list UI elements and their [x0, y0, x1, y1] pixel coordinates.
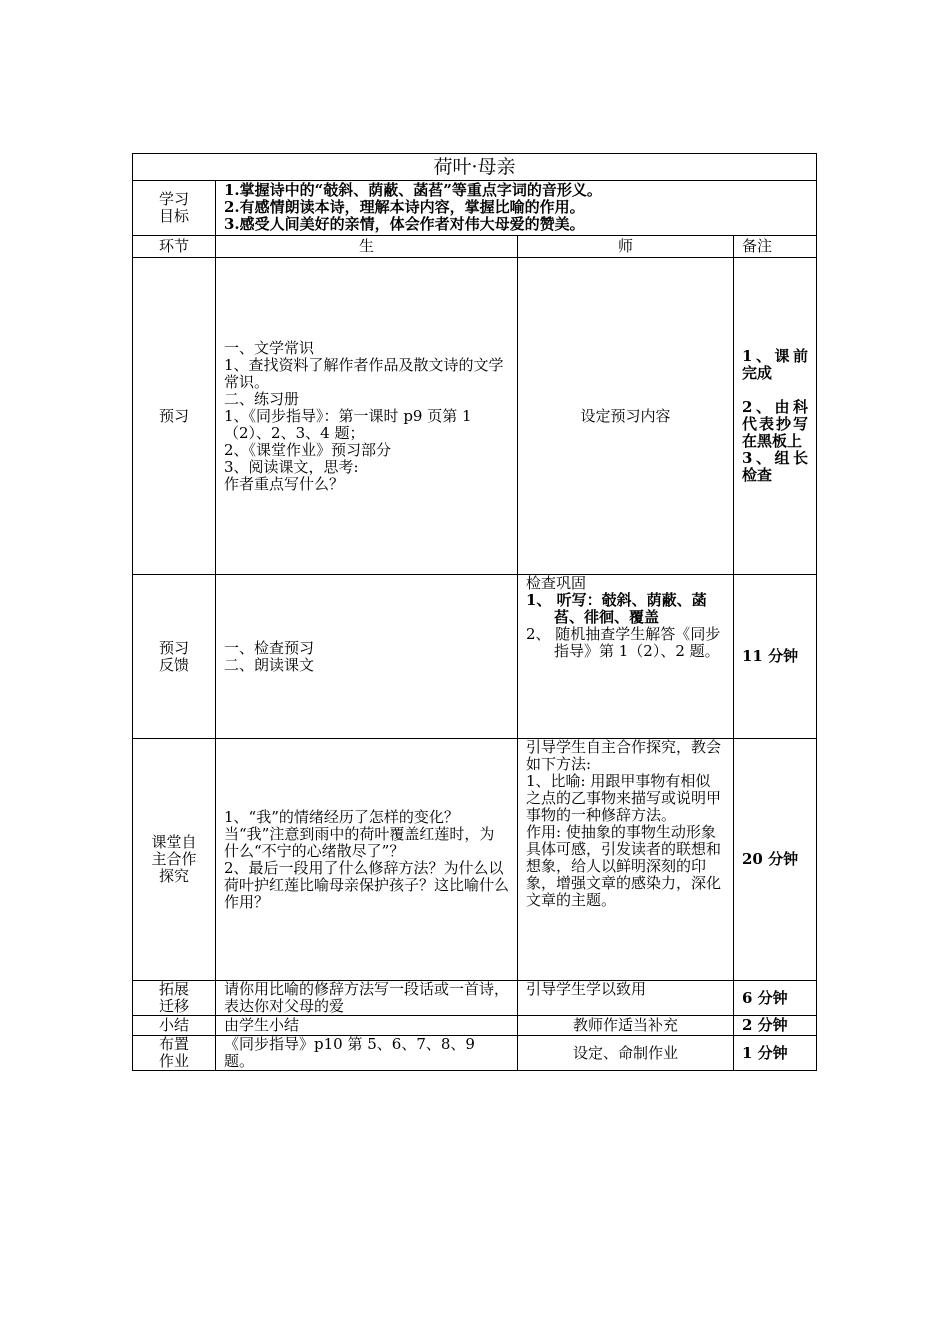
- extend-teacher: 引导学生学以致用: [518, 981, 734, 1016]
- explore-stage: 课堂自 主合作 探究: [133, 739, 216, 981]
- summary-teacher: 教师作适当补充: [518, 1016, 734, 1036]
- summary-note: 2 分钟: [734, 1016, 817, 1036]
- feedback-teacher-title: 检查巩固: [526, 574, 587, 592]
- explore-student: 1、“我”的情绪经历了怎样的变化？当“我”注意到雨中的荷叶覆盖红莲时，为什么“不宁的心绪散尽了”？ 2、最后一段用了什么修辞方法？为什么以荷叶护红莲比喻母亲保护孩子？这比喻什么作用？: [216, 739, 518, 981]
- header-stage: 环节: [133, 236, 216, 258]
- extend-note: 6 分钟: [734, 981, 817, 1016]
- feedback-teacher: [518, 575, 734, 739]
- preview-stage: 预习: [133, 258, 216, 575]
- goals-row: [133, 181, 817, 236]
- homework-student: 《同步指导》p10 第 5、6、7、8、9 题。: [216, 1036, 518, 1071]
- extend-row: [133, 981, 817, 1016]
- goal-item: 3.感受人间美好的亲情，体会作者对伟大母爱的赞美。: [224, 215, 585, 233]
- header-row: [133, 236, 817, 258]
- header-note: 备注: [734, 236, 817, 258]
- preview-note: 1、课前完成 2、由科代表抄写在黑板上 3、组长检查: [734, 258, 817, 575]
- feedback-row: [133, 575, 817, 739]
- preview-teacher: 设定预习内容: [518, 258, 734, 575]
- explore-teacher: 引导学生自主合作探究，教会如下方法: 1、比喻: 用跟甲事物有相似之点的乙事物来描写或说明甲事物的一种修辞方法。 作用: 使抽象的事物生动形象具体可感，引发读者的联想和想象，给人以鲜明深刻的印象，增强文章的感染力，深化文章的主题。: [518, 739, 734, 981]
- feedback-student: 一、检查预习 二、朗读课文: [216, 575, 518, 739]
- goals-list: [216, 181, 817, 236]
- header-student: 生: [216, 236, 518, 258]
- feedback-teacher-item: 2、 随机抽查学生解答《同步指导》第 1（2）、2 题。: [526, 625, 721, 660]
- page-title: 荷叶·母亲: [133, 154, 817, 181]
- header-teacher: 师: [518, 236, 734, 258]
- feedback-stage: 预习 反馈: [133, 575, 216, 739]
- goal-item: 2.有感情朗读本诗，理解本诗内容，掌握比喻的作用。: [224, 198, 585, 216]
- lesson-plan-table: [132, 153, 817, 1071]
- homework-stage: 布置 作业: [133, 1036, 216, 1071]
- preview-student: 一、文学常识 1、查找资料了解作者作品及散文诗的文学常识。 二、练习册 1、《同步指导》：第一课时 p9 页第 1（2）、2、3、4 题； 2、《课堂作业》预习部分 3、阅读课文，思考: 作者重点写什么？: [216, 258, 518, 575]
- explore-note: 20 分钟: [734, 739, 817, 981]
- homework-note: 1 分钟: [734, 1036, 817, 1071]
- summary-student: 由学生小结: [216, 1016, 518, 1036]
- explore-row: [133, 739, 817, 981]
- goals-label: 学习 目标: [133, 181, 216, 236]
- feedback-note: 11 分钟: [734, 575, 817, 739]
- feedback-teacher-item: 1、 听写：攲斜、荫蔽、菡萏、徘徊、覆盖: [526, 591, 707, 626]
- homework-teacher: 设定、命制作业: [518, 1036, 734, 1071]
- extend-stage: 拓展 迁移: [133, 981, 216, 1016]
- summary-row: [133, 1016, 817, 1036]
- preview-row: [133, 258, 817, 575]
- title-row: [133, 154, 817, 181]
- homework-row: [133, 1036, 817, 1071]
- summary-stage: 小结: [133, 1016, 216, 1036]
- extend-student: 请你用比喻的修辞方法写一段话或一首诗，表达你对父母的爱: [216, 981, 518, 1016]
- goal-item: 1.掌握诗中的“攲斜、荫蔽、菡萏”等重点字词的音形义。: [224, 181, 602, 199]
